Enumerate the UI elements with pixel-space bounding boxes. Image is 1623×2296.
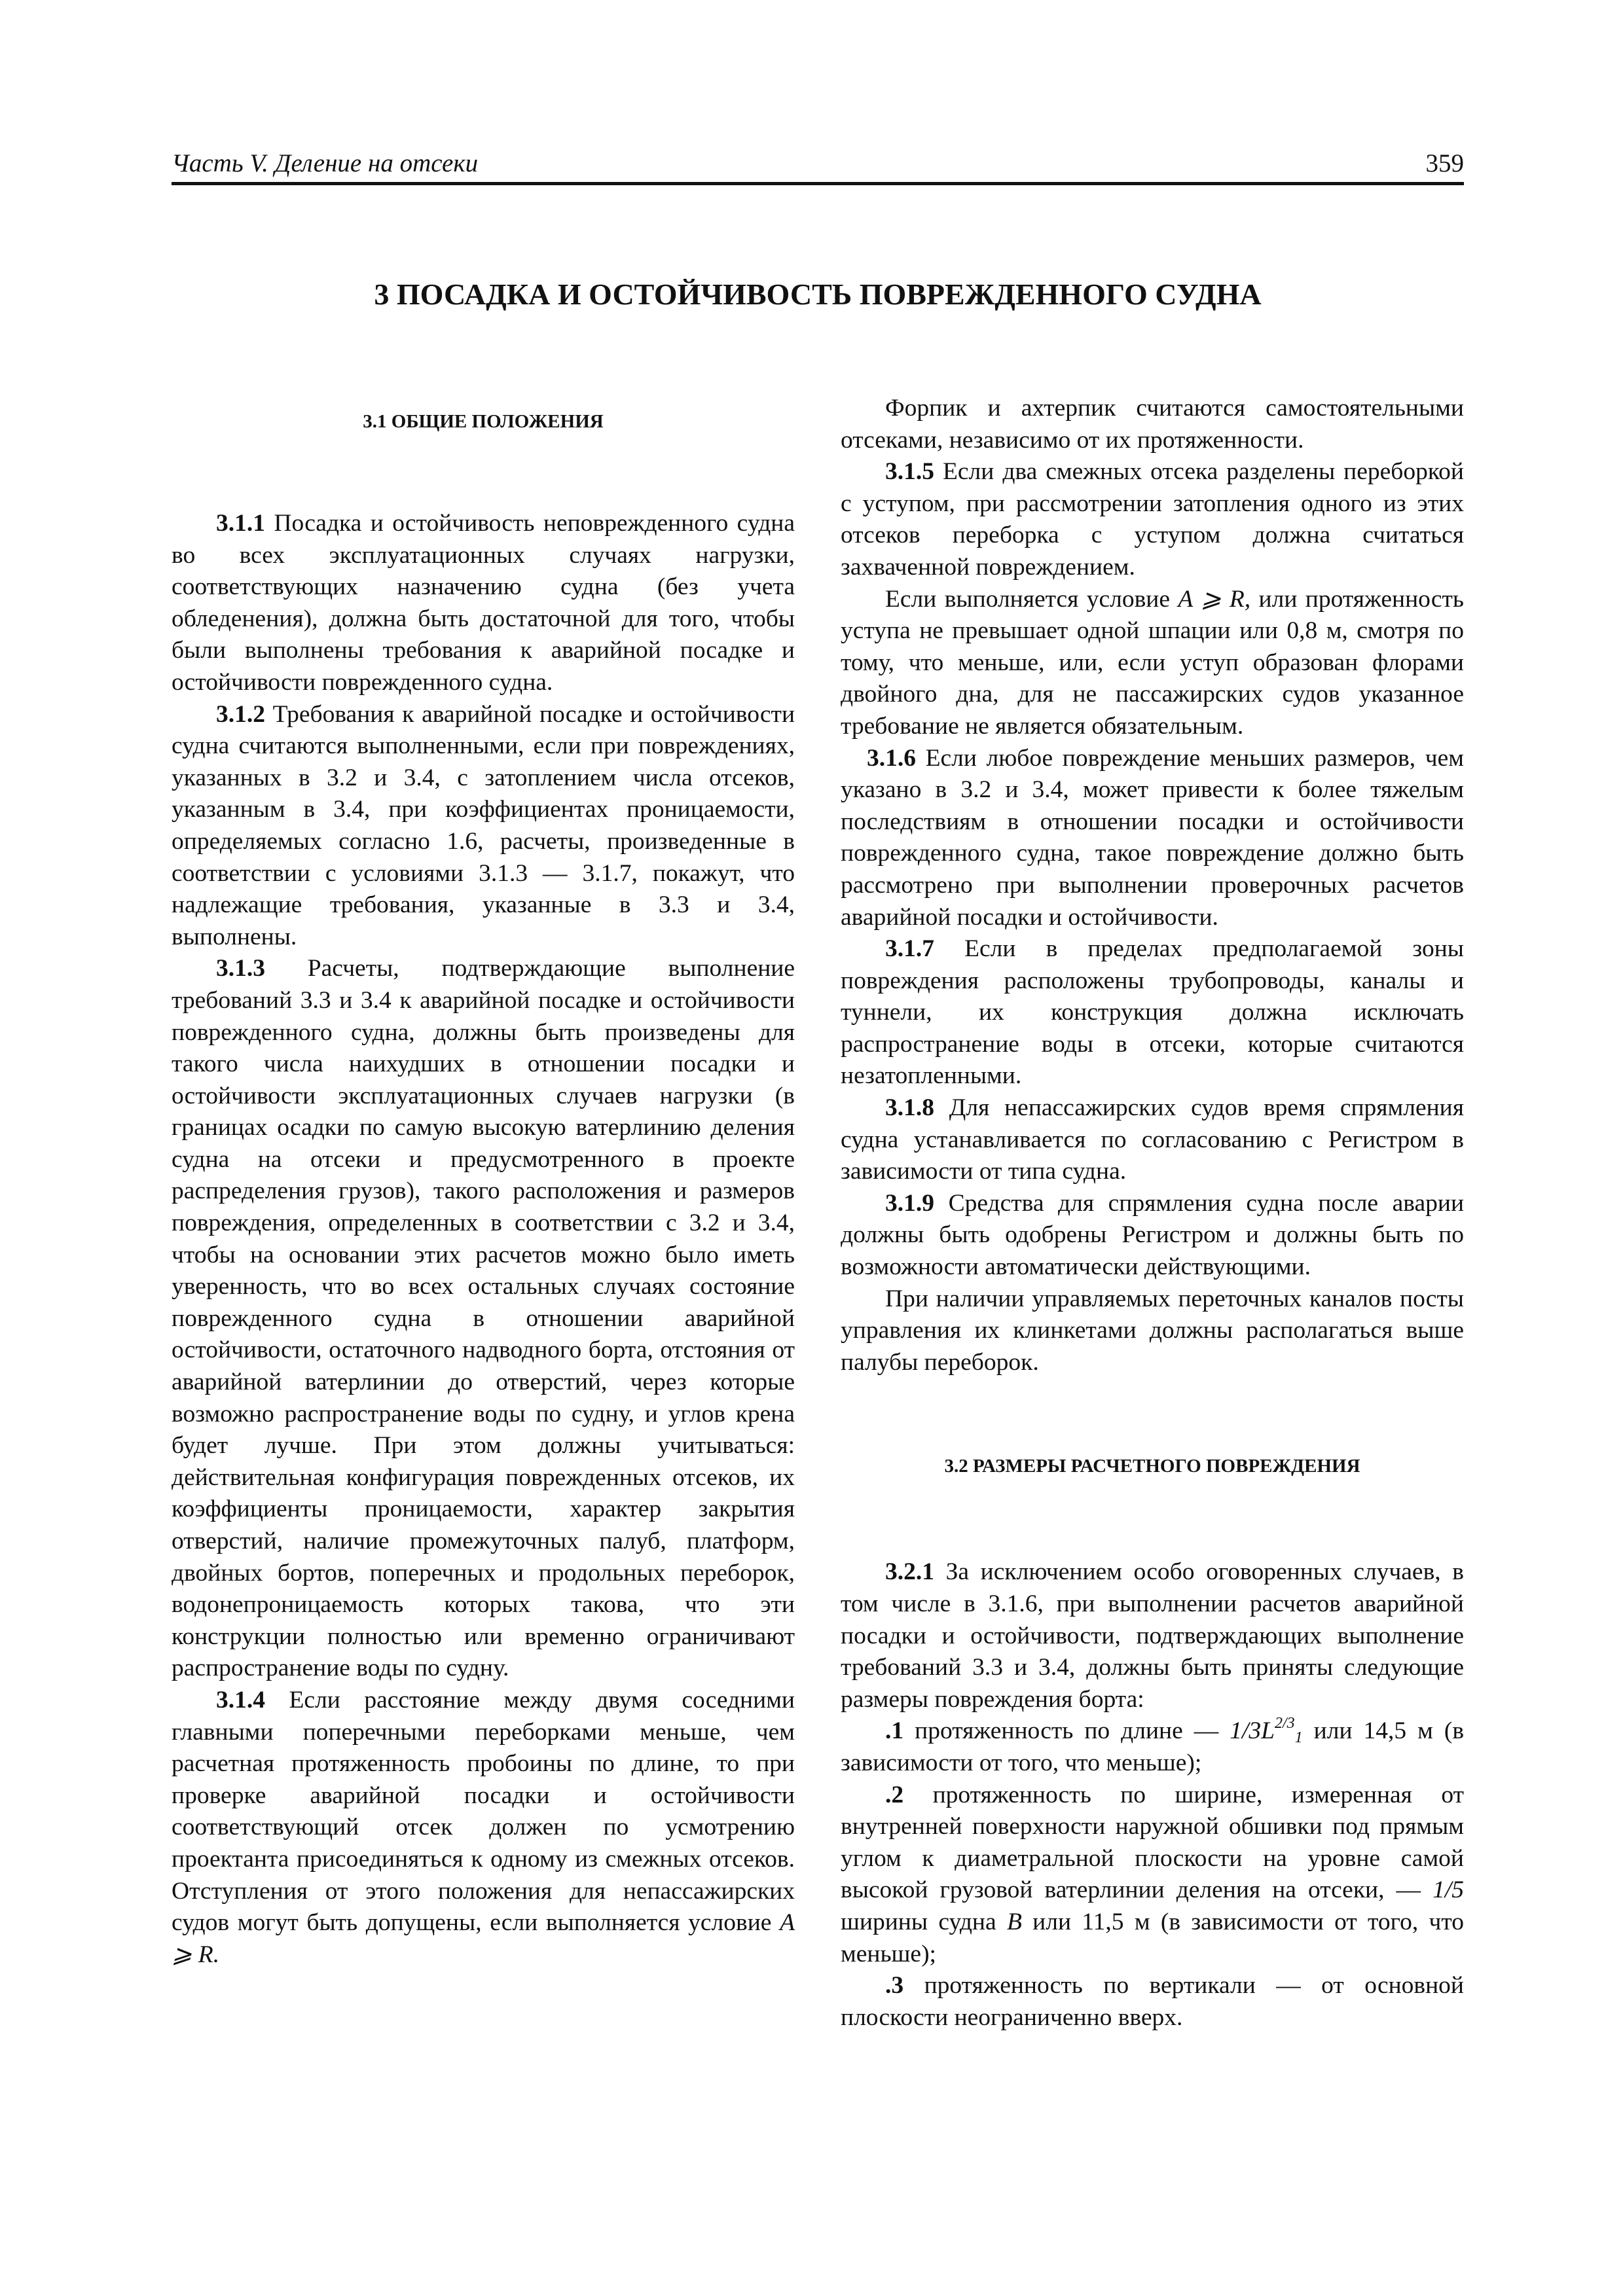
paragraph-text: Требования к аварийной посадке и остойчивости судна считаются выполненными, если при повреждениях, указанных в 3.2 и 3.4, с затоплением числа отсеков, указанным в 3.4, при коэффициентах проницаемости, определяемых согласно 1.6, расчеты, произведенные в соответствии с условиями 3.1.3 — 3.1.7, покажут, что надлежащие требования, указанные в 3.3 и 3.4, выполнены. <box>172 700 795 950</box>
section-heading-3-2: 3.2 РАЗМЕРЫ РАСЧЕТНОГО ПОВРЕЖДЕНИЯ <box>944 1456 1360 1477</box>
item-text: протяженность по вертикали — от основной плоскости неограниченно вверх. <box>841 1972 1464 2031</box>
right-column <box>841 393 1464 2160</box>
condition-formula: A ⩾ R, <box>1178 585 1251 613</box>
breadth-variable: B <box>1006 1908 1022 1935</box>
item-lead: протяженность по длине — <box>915 1717 1219 1745</box>
paragraph-3-2-1 <box>841 1556 1464 1715</box>
item-mid: ширины судна <box>841 1908 996 1935</box>
left-column <box>172 393 795 2160</box>
paragraph-3-1-7 <box>841 933 1464 1092</box>
item-number: .2 <box>885 1781 904 1808</box>
item-lead: протяженность по ширине, измеренная от внутренней поверхности наружной обшивки под прямым углом к диаметральной плоскости на уровне самой высокой грузовой ватерлинии деления на отсеки, — <box>841 1781 1464 1904</box>
clause-number: 3.1.7 <box>885 935 934 963</box>
clause-number: 3.1.4 <box>216 1686 265 1713</box>
paragraph-forepeak: Форпик и ахтерпик считаются самостоятельными отсеками, независимо от их протяженности. <box>841 395 1464 454</box>
formula-subscript: 1 <box>1294 1729 1303 1747</box>
condition-formula: A ⩾ R. <box>172 1909 795 1968</box>
paragraph-text: Расчеты, подтверждающие выполнение требований 3.3 и 3.4 к аварийной посадке и остойчивости поврежденного судна, должны быть произведены для такого числа наихудших в отношении посадки и остойчивости эксплуатационных случаев нагрузки (в границах осадки по самую высокую ватерлинию деления судна на отсеки и предусмотренного в проекте распределения грузов), такого расположения и размеров повреждения, определенных в соответствии с 3.2 и 3.4, чтобы на основании этих расчетов можно было иметь уверенность, что во всех остальных случаях состояние поврежденного судна в отношении аварийной остойчивости, остаточного надводного борта, отстояния от аварийной ватерлинии до отверстий, через которые возможно распространение воды по судну, и углов крена будет лучше. При этом должны учитываться: действительная конфигурация поврежденных отсеков, их коэффициенты проницаемости, характер закрытия отверстий, наличие промежуточных палуб, платформ, двойных бортов, поперечных и продольных переборок, водонепроницаемость которых такова, что эти конструкции полностью или временно ограничивают распространение воды по судну. <box>172 955 795 1682</box>
paragraph-lead: Если выполняется условие <box>885 585 1171 613</box>
paragraph-3-1-9 <box>841 1188 1464 1283</box>
running-header <box>172 145 1464 185</box>
paragraph-text: Если любое повреждение меньших размеров, чем указано в 3.2 и 3.4, может привести к более тяжелым последствиям в отношении посадки и остойчивости поврежденного судна, такое повреждение должно быть рассмотрено при выполнении проверочных расчетов аварийной посадки и остойчивости. <box>841 744 1464 931</box>
clause-number: 3.1.3 <box>216 955 265 982</box>
paragraph-3-1-3 <box>172 953 795 1685</box>
clause-number: 3.2.1 <box>885 1558 934 1586</box>
paragraph-3-1-5-condition <box>841 584 1464 743</box>
clause-number: 3.1.6 <box>867 744 916 772</box>
formula-exponent: 2/3 <box>1275 1715 1295 1732</box>
item-text: или 11,5 м (в зависимости от того, что меньше); <box>841 1908 1464 1967</box>
clause-number: 3.1.8 <box>885 1094 934 1122</box>
paragraph-3-1-2 <box>172 699 795 954</box>
paragraph-3-1-4 <box>172 1685 795 1971</box>
clause-number: 3.1.1 <box>216 510 265 537</box>
running-title: Часть V. Деление на отсеки <box>172 149 479 177</box>
width-fraction: 1/5 <box>1432 1876 1464 1904</box>
page-number: 359 <box>1425 149 1464 177</box>
clause-number: 3.1.2 <box>216 700 265 728</box>
paragraph-text: или протяженность уступа не превышает одной шпации или 0,8 м, смотря по тому, что меньше, или, если уступ образован флорами двойного дна, для не пассажирских судов указанное требование не является обязательным. <box>841 585 1464 740</box>
paragraph-text: Если два смежных отсека разделены переборкой с уступом, при рассмотрении затопления одного из этих отсеков переборка с уступом должна считаться захваченной повреждением. <box>841 458 1464 581</box>
paragraph-3-1-8 <box>841 1092 1464 1188</box>
paragraph-3-1-5 <box>841 456 1464 583</box>
paragraph-3-1-9-channels: При наличии управляемых переточных каналов посты управления их клинкетами должны располагаться выше палубы переборок. <box>841 1285 1464 1376</box>
section-heading-3-1: 3.1 ОБЩИЕ ПОЛОЖЕНИЯ <box>363 411 604 432</box>
length-formula <box>1230 1715 1303 1747</box>
paragraph-3-1-1 <box>172 508 795 699</box>
clause-number: 3.1.5 <box>885 458 934 486</box>
paragraph-text: Если расстояние между двумя соседними главными поперечными переборками меньше, чем расчетная протяженность пробоины по длине, то при проверке аварийной посадки и остойчивости соответствующий отсек должен по усмотрению проектанта присоединяться к одному из смежных отсеков. Отступления от этого положения для непассажирских судов могут быть допущены, если выполняется условие <box>172 1686 795 1937</box>
item-number: .3 <box>885 1972 904 2000</box>
paragraph-text: За исключением особо оговоренных случаев, в том числе в 3.1.6, при выполнении расчетов аварийной посадки и остойчивости, подтверждающих выполнение требований 3.3 и 3.4, должны быть приняты следующие размеры повреждения борта: <box>841 1558 1464 1713</box>
paragraph-text: Если в пределах предполагаемой зоны повреждения расположены трубопроводы, каналы и туннели, их конструкция должна исключать распространение воды в отсеки, которые считаются незатопленными. <box>841 935 1464 1090</box>
formula-base: 1/3L <box>1230 1717 1275 1745</box>
item-text: или 14,5 м (в зависимости от того, что меньше); <box>841 1717 1464 1776</box>
clause-number: 3.1.9 <box>885 1189 934 1217</box>
paragraph-3-1-6 <box>841 743 1464 934</box>
list-item-1 <box>841 1715 1464 1779</box>
list-item-3 <box>841 1970 1464 2034</box>
paragraph-text: Посадка и остойчивость неповрежденного судна во всех эксплуатационных случаях нагрузки, соответствующих назначению судна (без учета обледенения), должна быть достаточной для того, чтобы были выполнены требования к аварийной посадке и остойчивости поврежденного судна. <box>172 510 795 696</box>
chapter-title: 3 ПОСАДКА И ОСТОЙЧИВОСТЬ ПОВРЕЖДЕННОГО СУДНА <box>374 278 1262 311</box>
list-item-2 <box>841 1780 1464 1971</box>
paragraph-text: Средства для спрямления судна после аварии должны быть одобрены Регистром и должны быть по возможности автоматически действующими. <box>841 1189 1464 1281</box>
item-number: .1 <box>885 1717 904 1745</box>
paragraph-text: Для непассажирских судов время спрямления судна устанавливается по согласованию с Регистром в зависимости от типа судна. <box>841 1094 1464 1185</box>
